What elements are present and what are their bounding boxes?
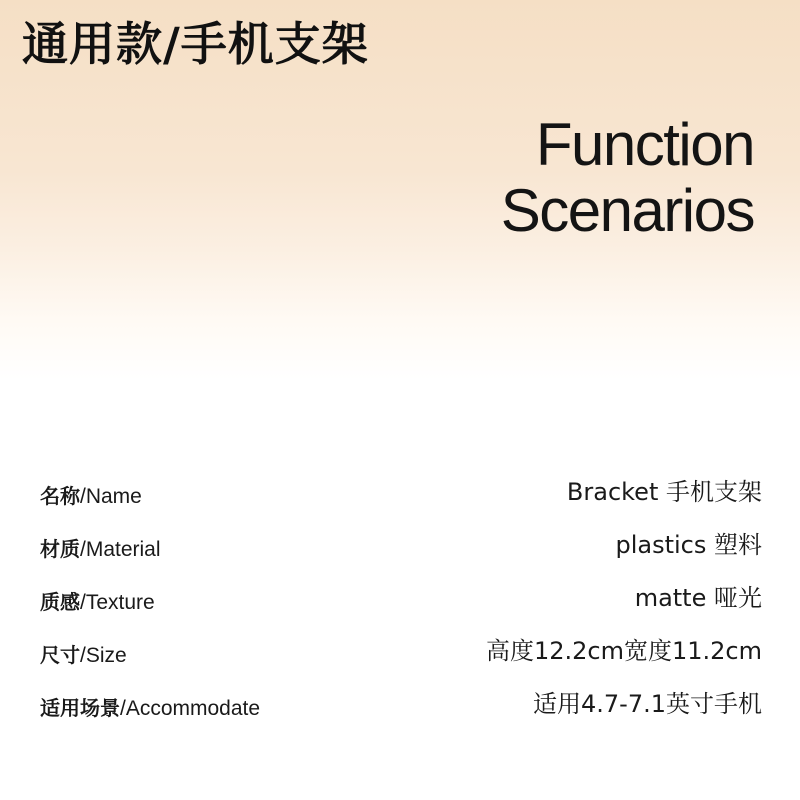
spec-label	[40, 586, 155, 615]
spec-label-cn: 质感	[40, 590, 80, 614]
function-scenarios-heading	[501, 112, 754, 244]
headline-line-1: Function	[535, 111, 754, 178]
spec-label-en: /Material	[80, 538, 161, 561]
spec-value: 高度12.2cm宽度11.2cm	[485, 637, 762, 665]
spec-label	[40, 692, 260, 721]
spec-row-size	[40, 621, 762, 674]
spec-value: 适用4.7-7.1英寸手机	[533, 690, 762, 718]
spec-value: plastics 塑料	[615, 531, 762, 559]
headline-line-2: Scenarios	[500, 177, 754, 244]
spec-value: Bracket 手机支架	[566, 478, 762, 506]
spec-label	[40, 639, 127, 668]
spec-label-cn: 适用场景	[40, 696, 120, 720]
spec-label-en: /Name	[80, 485, 142, 508]
page-title: 通用款/手机支架	[22, 17, 369, 71]
spec-label-cn: 尺寸	[40, 643, 80, 667]
spec-label-en: /Texture	[80, 591, 155, 614]
spec-row-accommodate	[40, 674, 762, 727]
spec-label-en: /Accommodate	[120, 697, 261, 720]
spec-label-cn: 材质	[40, 537, 80, 561]
spec-value: matte 哑光	[634, 584, 762, 612]
spec-label-cn: 名称	[40, 484, 80, 508]
spec-row-texture	[40, 568, 762, 621]
spec-label	[40, 480, 142, 509]
spec-row-name	[40, 462, 762, 515]
spec-label-en: /Size	[80, 644, 127, 667]
spec-label	[40, 533, 161, 562]
spec-list	[40, 462, 762, 727]
spec-row-material	[40, 515, 762, 568]
